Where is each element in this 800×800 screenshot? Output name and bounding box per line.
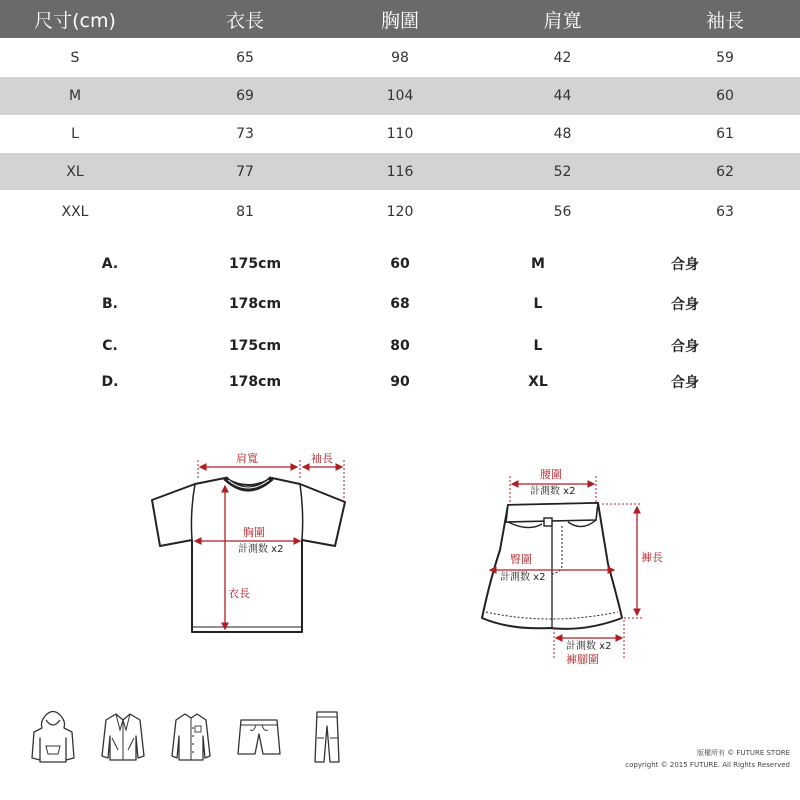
model-size: L	[533, 296, 543, 312]
sleeve-label: 袖長	[311, 452, 333, 465]
model-fit: 合身	[671, 339, 699, 355]
model-fit: 合身	[671, 257, 699, 273]
model-height: 178cm	[228, 374, 282, 390]
skirt-measure-diagram	[470, 460, 675, 670]
pants-icon	[304, 708, 350, 764]
table-row	[0, 153, 800, 190]
header-shoulder: 肩寬	[543, 9, 582, 32]
length-cell: 65	[236, 49, 254, 66]
sleeve-cell: 63	[716, 203, 734, 220]
table-row	[0, 38, 800, 77]
length-cell: 81	[236, 203, 254, 220]
shoulder-cell: 42	[553, 49, 572, 66]
chest-cell: 120	[386, 203, 414, 220]
size-cell: XL	[66, 163, 84, 180]
chest-cell: 104	[386, 88, 414, 104]
model-id: D.	[101, 374, 119, 390]
fit-row	[0, 370, 800, 394]
waist-label: 腰圍	[540, 468, 562, 481]
header-size: 尺寸(cm)	[34, 9, 116, 32]
model-fit: 合身	[671, 375, 699, 391]
waist-note: 計測数 x2	[530, 486, 576, 497]
hem-label: 褲腳圍	[566, 653, 599, 666]
sleeve-cell: 60	[716, 88, 734, 104]
length-cell: 77	[236, 163, 254, 180]
chest-cell: 98	[391, 49, 409, 66]
shorts-icon	[236, 708, 282, 764]
model-height: 175cm	[228, 256, 282, 272]
size-table-header	[0, 0, 800, 38]
hem-note: 計測数 x2	[566, 641, 612, 652]
fit-row	[0, 252, 800, 276]
model-id: B.	[102, 296, 118, 312]
sleeve-cell: 62	[716, 163, 734, 180]
hoodie-icon	[30, 708, 76, 764]
fit-row	[0, 334, 800, 358]
chest-label: 胸圍	[243, 526, 265, 539]
model-height: 175cm	[228, 338, 282, 354]
model-weight: 80	[390, 338, 410, 354]
length-label: 褲長	[641, 551, 663, 564]
chest-cell: 110	[386, 126, 414, 142]
model-fit: 合身	[671, 297, 699, 313]
header-sleeve: 袖長	[705, 9, 744, 32]
length-label: 衣長	[228, 587, 250, 600]
model-weight: 68	[390, 296, 410, 312]
table-row	[0, 115, 800, 153]
copyright-line-1: 版權所有 © FUTURE STORE	[696, 749, 790, 757]
model-size: L	[533, 338, 543, 354]
model-weight: 60	[390, 256, 410, 272]
size-cell: L	[71, 126, 79, 142]
header-chest: 胸圍	[380, 9, 419, 32]
size-cell: XXL	[61, 203, 89, 220]
shirt-icon	[168, 708, 214, 764]
chest-note: 計測数 x2	[238, 544, 284, 555]
hip-label: 臀圍	[510, 553, 532, 566]
model-id: C.	[102, 338, 118, 354]
shoulder-cell: 56	[553, 203, 572, 220]
model-height: 178cm	[228, 296, 282, 312]
shoulder-label: 肩寬	[236, 452, 258, 465]
tshirt-icon	[140, 440, 360, 640]
shoulder-cell: 44	[553, 88, 572, 104]
fit-row	[0, 292, 800, 316]
table-row	[0, 77, 800, 115]
hip-note: 計測数 x2	[500, 572, 546, 583]
size-cell: S	[70, 49, 80, 66]
table-row	[0, 190, 800, 233]
tshirt-measure-diagram	[140, 440, 360, 640]
header-length: 衣長	[225, 9, 264, 32]
shoulder-cell: 52	[553, 163, 572, 180]
sleeve-cell: 61	[716, 126, 734, 142]
chest-cell: 116	[386, 163, 414, 180]
length-cell: 69	[236, 88, 254, 104]
model-size: XL	[528, 374, 548, 390]
jacket-icon	[100, 708, 146, 764]
copyright-line-2: copyright © 2015 FUTURE. All Rights Reserved	[625, 761, 790, 769]
model-size: M	[531, 256, 545, 272]
model-weight: 90	[390, 374, 410, 390]
length-cell: 73	[236, 126, 254, 142]
size-cell: M	[68, 88, 82, 104]
model-id: A.	[101, 256, 119, 272]
sleeve-cell: 59	[716, 49, 734, 66]
shoulder-cell: 48	[553, 126, 572, 142]
